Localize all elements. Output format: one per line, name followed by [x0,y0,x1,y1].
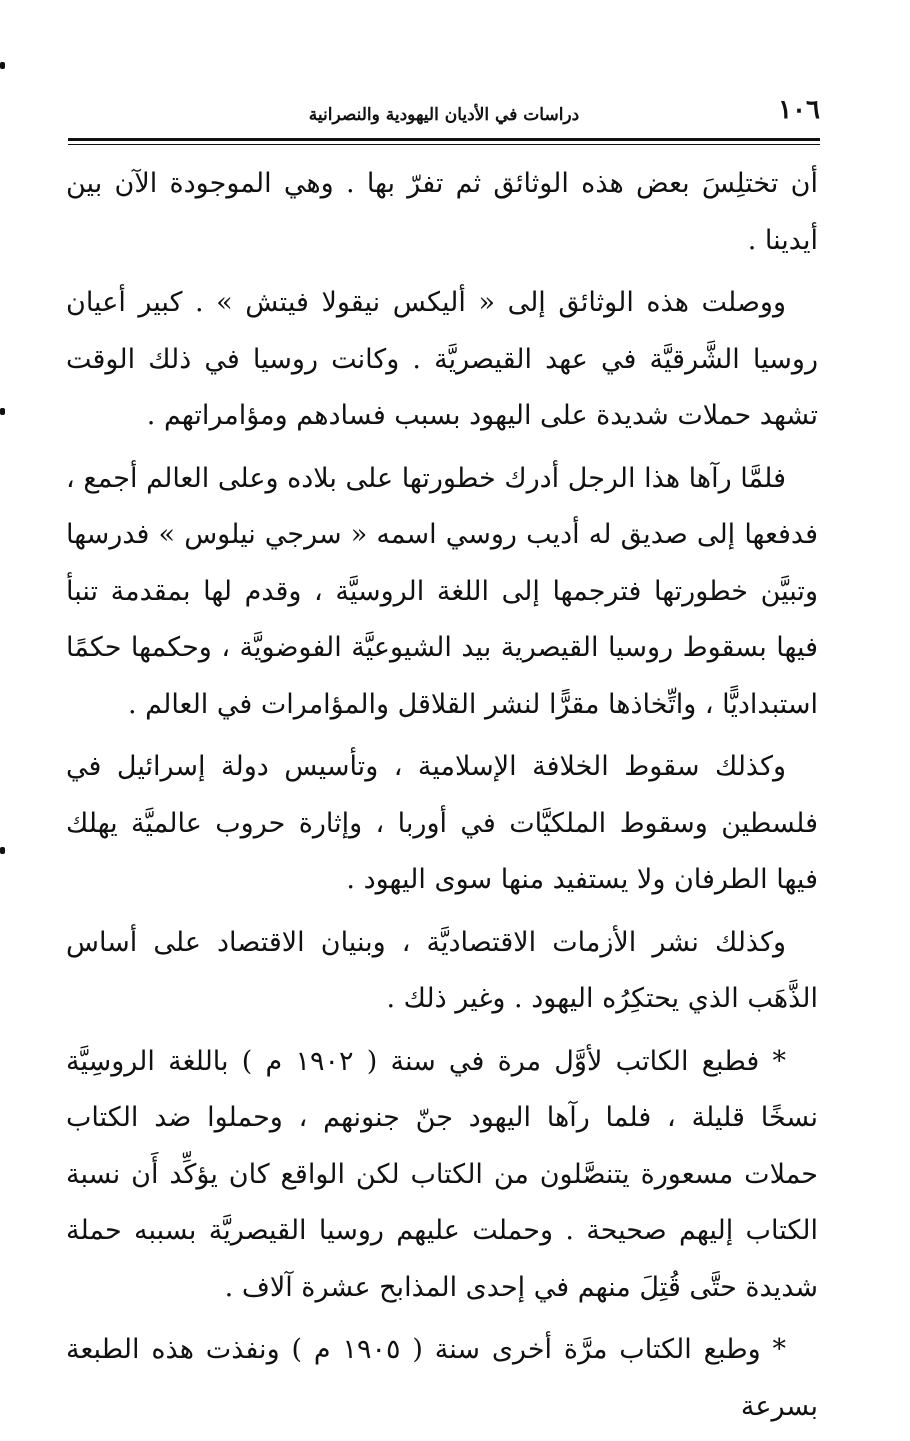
header-rule [68,138,820,141]
margin-mark [0,408,5,415]
running-title: دراسات في الأديان اليهودية والنصرانية [308,105,580,125]
paragraph-1: أن تختلِسَ بعض هذه الوثائق ثم تفرّ بها . وهي الموجودة الآن بين أيدينا . [66,168,818,256]
paragraph-2: ووصلت هذه الوثائق إلى « أليكس نيقولا فيتش » . كبير أعيان روسيا الشَّرقيَّة في عهد القيصريَّة . وكانت روسيا في ذلك الوقت تشهد حملات شديدة على اليهود بسبب فسادهم ومؤامراتهم . [66,287,818,431]
paragraph-7: * وطبع الكتاب مرَّة أخرى سنة ( ١٩٠٥ م ) ونفذت هذه الطبعة بسرعة [66,1334,818,1422]
paragraph-6: * فطبع الكاتب لأوَّل مرة في سنة ( ١٩٠٢ م ) باللغة الروسِيَّة نسخًا قليلة ، فلما رآها اليهود جنّ جنونهم ، وحملوا ضد الكتاب حملات مسعورة يتنصَّلون من الكتاب لكن الواقع كان يؤكِّد أَن نسبة الكتاب إليهم صحيحة . وحملت عليهم روسيا القيصريَّة بسببه حملة شديدة حتَّى قُتِلَ منهم في إحدى المذابح عشرة آلاف . [66,1045,818,1303]
page-number: ١٠٦ [778,95,820,125]
page-header [68,95,820,135]
header-rule-thin [68,144,820,145]
paragraph-5: وكذلك نشر الأزمات الاقتصاديَّة ، وبنيان الاقتصاد على أساس الذَّهَب الذي يحتكِرُه اليهود . وغير ذلك . [66,926,818,1014]
margin-mark [0,847,5,854]
body-text [66,156,818,1441]
paragraph-3: فلمَّا رآها هذا الرجل أدرك خطورتها على بلاده وعلى العالم أجمع ، فدفعها إلى صديق له أديب روسي اسمه « سرجي نيلوس » فدرسها وتبيَّن خطورتها فترجمها إلى اللغة الروسيَّة ، وقدم لها بمقدمة تنبأ فيها بسقوط روسيا القيصرية بيد الشيوعيَّة الفوضويَّة ، وحكمها حكمًا استبداديًّا ، واتِّخاذها مقرًّا لنشر القلاقل والمؤامرات في العالم . [66,462,818,720]
paragraph-4: وكذلك سقوط الخلافة الإسلامية ، وتأسيس دولة إسرائيل في فلسطين وسقوط الملكيَّات في أوربا ، وإثارة حروب عالميَّة يهلك فيها الطرفان ولا يستفيد منها سوى اليهود . [66,751,818,895]
margin-mark [0,62,5,69]
